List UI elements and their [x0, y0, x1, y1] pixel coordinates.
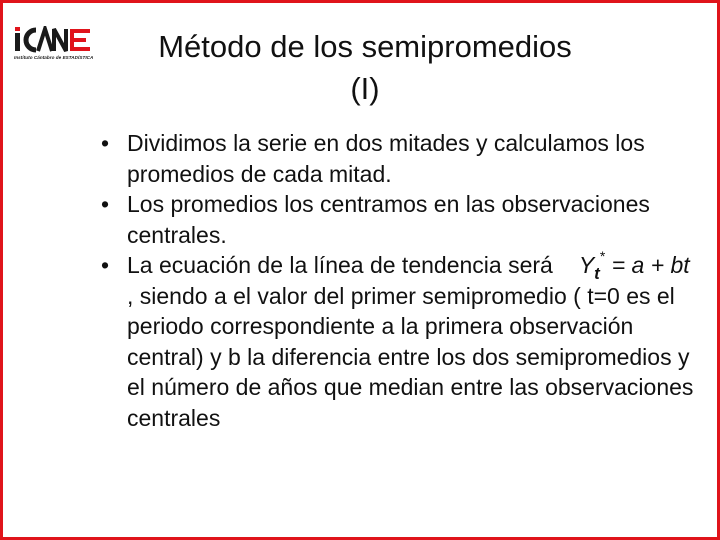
- icane-logo-mark: [14, 26, 98, 54]
- slide-title: [100, 26, 630, 110]
- icane-logo: [14, 26, 98, 64]
- formula-subscript-t: t: [594, 264, 600, 283]
- logo-letter-c: [26, 30, 36, 50]
- formula-bt: bt: [670, 252, 690, 278]
- logo-letter-a: [38, 29, 52, 51]
- logo-caption: Instituto Cántabro de ESTADÍSTICA: [14, 55, 94, 60]
- slide-title-line-1: Método de los semipromedios: [158, 29, 572, 64]
- bullet-marker: •: [101, 130, 110, 156]
- bullet-text-3-before: La ecuación de la línea de tendencia será: [127, 252, 553, 278]
- bullet-item-2: [101, 189, 701, 250]
- logo-dot: [15, 27, 20, 31]
- bullet-list: [101, 128, 701, 433]
- bullet-marker: •: [101, 191, 110, 217]
- bullet-item-3: [101, 250, 701, 433]
- bullet-marker: •: [101, 252, 110, 278]
- slide-title-line-2: (I): [350, 71, 380, 106]
- logo-letter-i: [15, 33, 20, 51]
- logo-letter-n: [54, 29, 66, 51]
- bullet-item-1: [101, 128, 701, 189]
- bullet-text-1: Dividimos la serie en dos mitades y calculamos los promedios de cada mitad.: [127, 130, 645, 187]
- bullet-text-2: Los promedios los centramos en las observaciones centrales.: [127, 191, 650, 248]
- formula-equation: = a +: [611, 252, 671, 278]
- logo-e-stem: [70, 29, 74, 51]
- formula-y: Y: [578, 252, 595, 278]
- bullet-text-3-after: , siendo a el valor del primer semipromedio ( t=0 es el periodo correspondiente a la primera observación central) y b la diferencia entre los dos semipromedios y el número de años que median entre las observaciones centrales: [127, 282, 694, 431]
- formula-superscript-star: *: [599, 248, 606, 264]
